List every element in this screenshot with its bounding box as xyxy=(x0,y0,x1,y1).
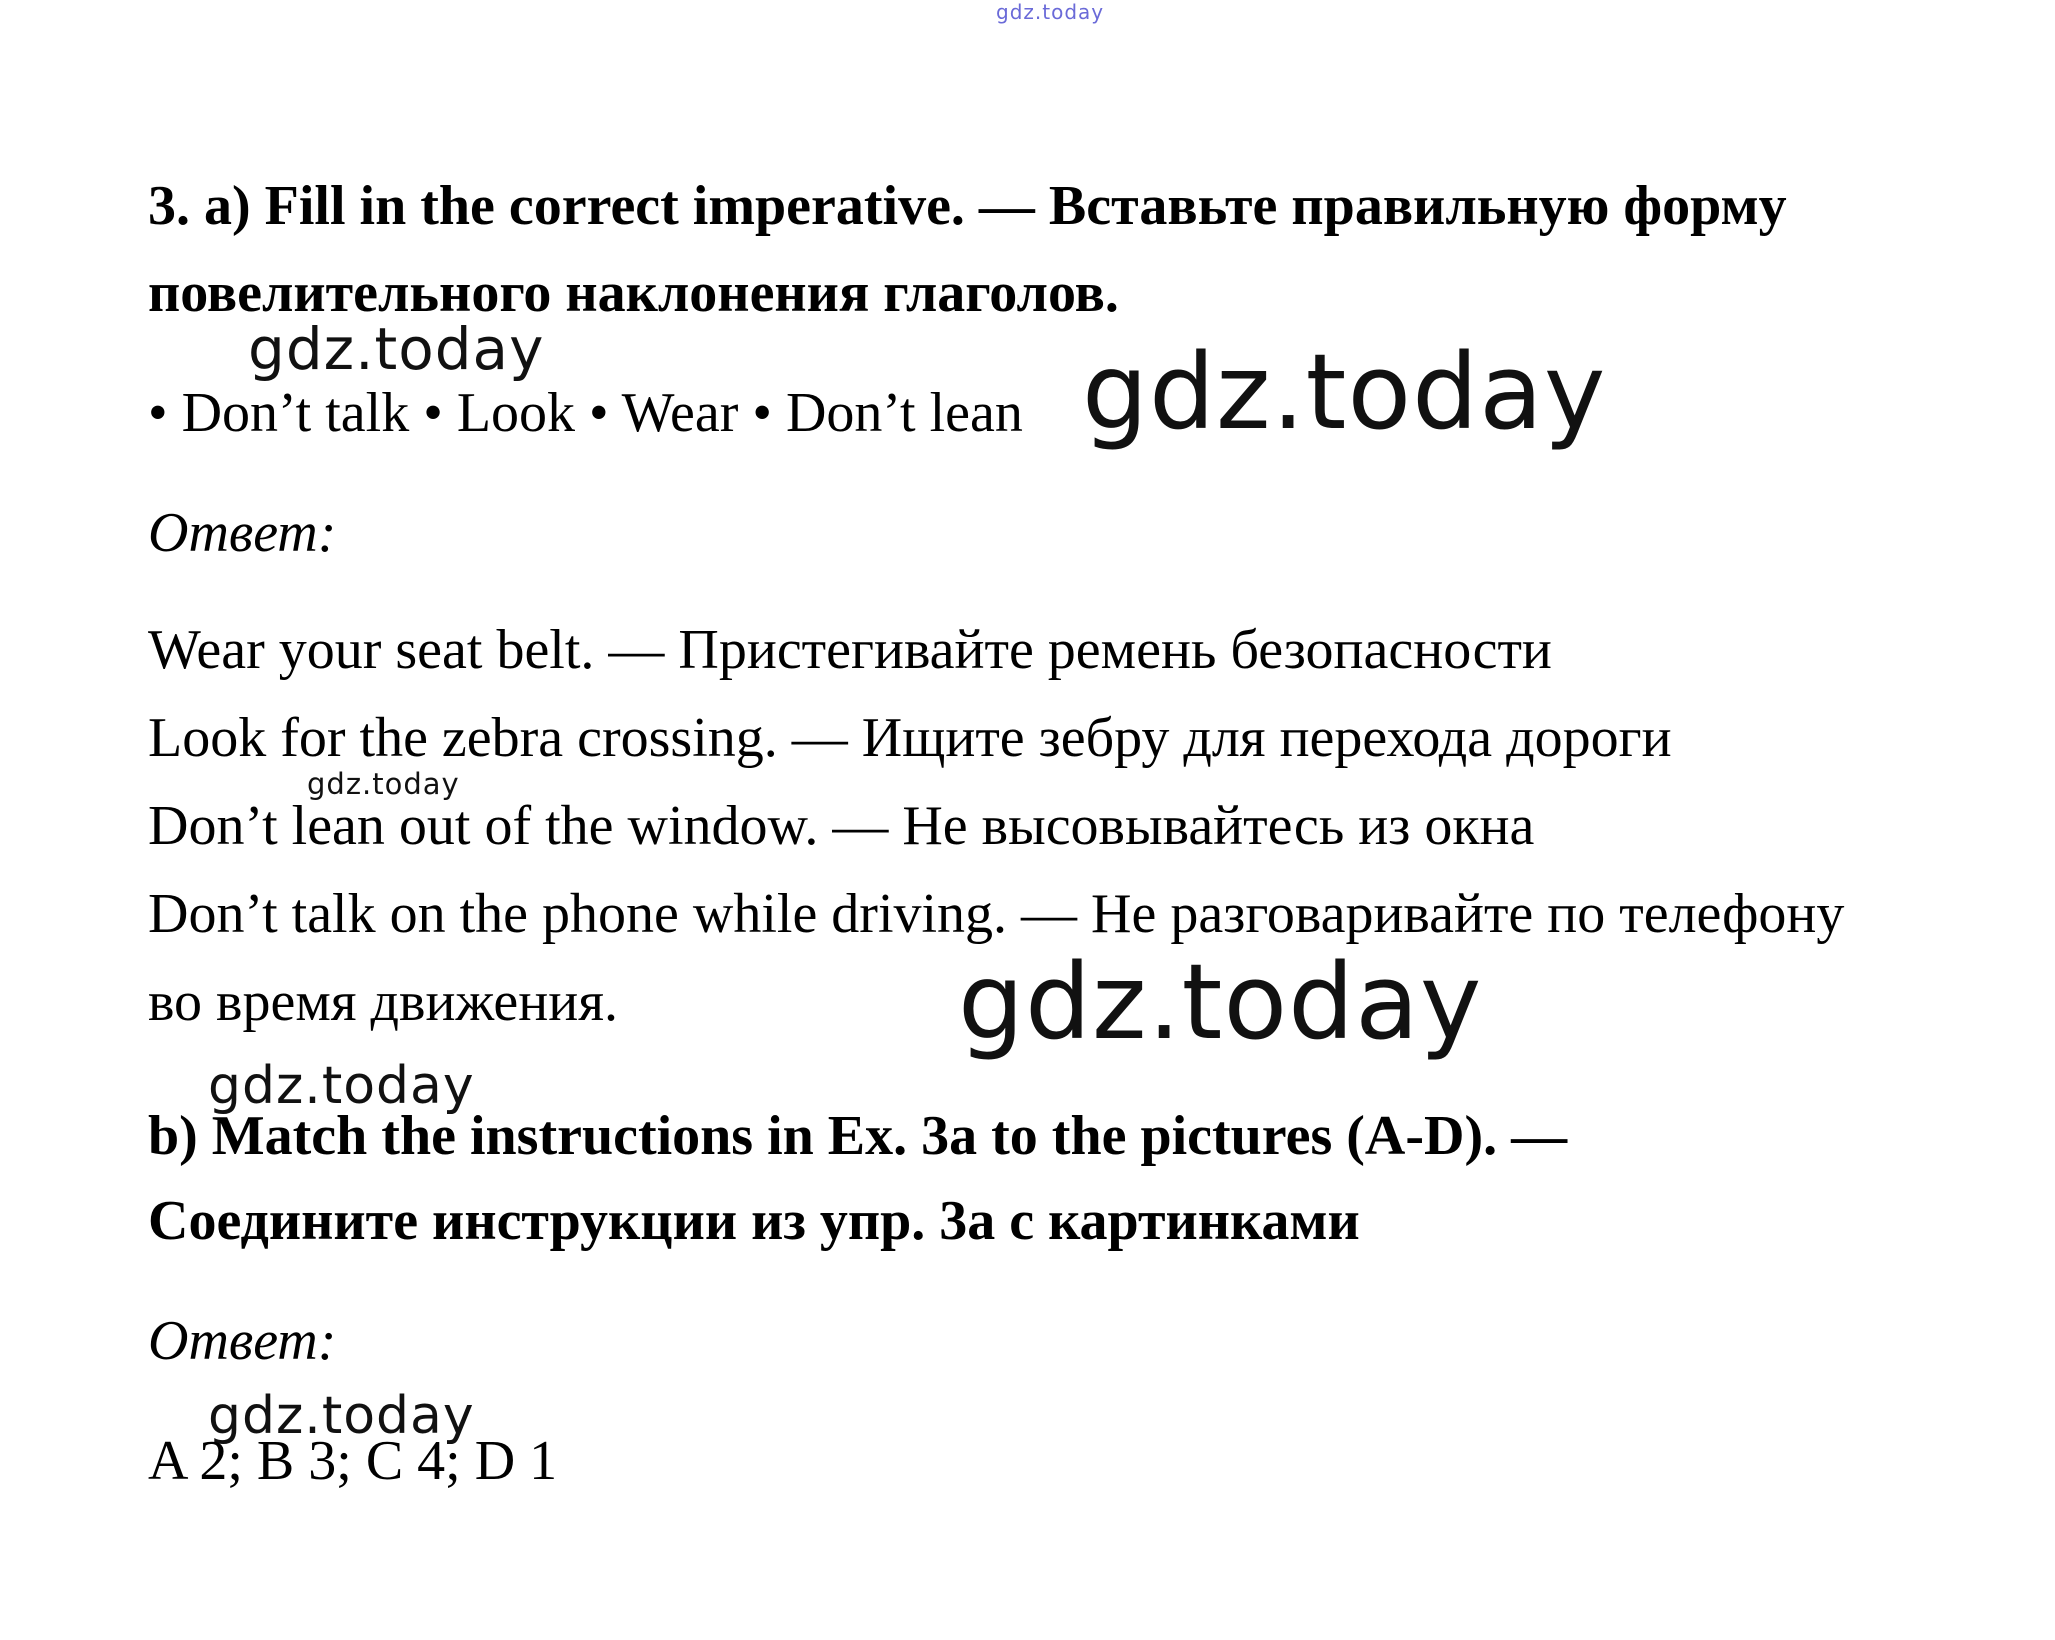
exercise-a-title-line2: повелительного наклонения глаголов. xyxy=(148,262,1119,324)
answer-line-4: Don’t talk on the phone while driving. — Не разговаривайте по телефону xyxy=(148,883,1845,945)
exercise-b-answer-label: Ответ: xyxy=(148,1310,337,1372)
watermark-2: gdz.today xyxy=(1082,331,1607,453)
watermark-6: gdz.today xyxy=(208,1386,475,1446)
exercise-a-answer-label: Ответ: xyxy=(148,502,337,564)
exercise-a-options: • Don’t talk • Look • Wear • Don’t lean xyxy=(148,382,1023,444)
watermark-5: gdz.today xyxy=(208,1056,475,1116)
exercise-b-answer: A 2; B 3; C 4; D 1 xyxy=(148,1430,558,1492)
answer-line-5: во время движения. xyxy=(148,971,618,1033)
exercise-b-title-line2: Соедините инструкции из упр. 3а с картинками xyxy=(148,1190,1360,1252)
watermark-3: gdz.today xyxy=(307,767,460,801)
watermark-4: gdz.today xyxy=(958,941,1483,1063)
exercise-b-title-line1: b) Match the instructions in Ex. 3a to the pictures (A-D). — xyxy=(148,1105,1568,1167)
watermark-1: gdz.today xyxy=(248,315,545,383)
exercise-a-title-line1: 3. a) Fill in the correct imperative. — Вставьте правильную форму xyxy=(148,175,1787,237)
answer-line-2: Look for the zebra crossing. — Ищите зебру для перехода дороги xyxy=(148,707,1672,769)
answer-line-1: Wear your seat belt. — Пристегивайте ремень безопасности xyxy=(148,619,1552,681)
watermark-top: gdz.today xyxy=(996,0,1105,24)
answer-line-3: Don’t lean out of the window. — Не высовывайтесь из окна xyxy=(148,795,1535,857)
